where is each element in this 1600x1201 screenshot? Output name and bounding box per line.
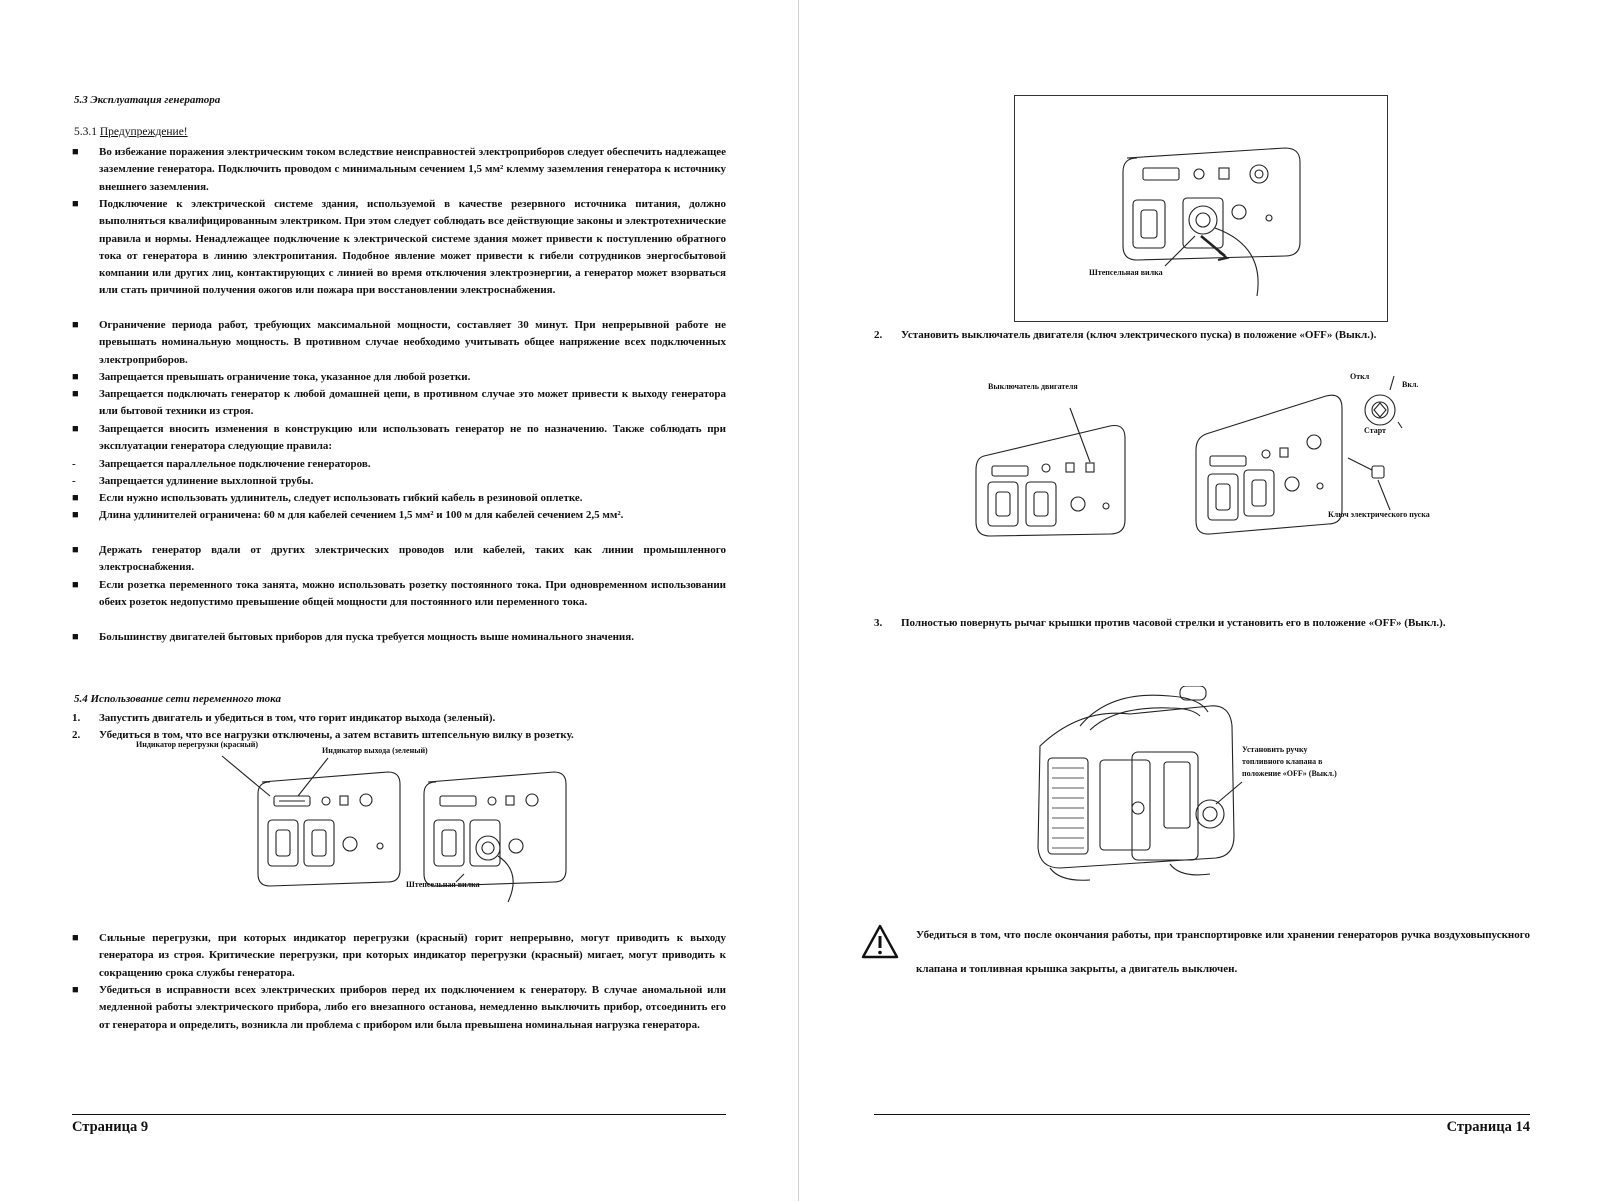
list-item-text: Большинству двигателей бытовых приборов для пуска требуется мощность выше номинального значения. [99, 631, 634, 643]
list-item [874, 327, 1530, 344]
page-right [800, 0, 1600, 1201]
label-on: Вкл. [1402, 380, 1419, 389]
page-number: Страница 14 [1446, 1119, 1530, 1135]
bullet-mark: ■ [72, 579, 79, 591]
subsection-title-5-3-1 [74, 126, 188, 138]
control-panel-illustration [130, 752, 600, 912]
section-title-5-3: 5.3 Эксплуатация генератора [74, 94, 221, 106]
list-item-text: Запрещается параллельное подключение генераторов. [99, 458, 371, 470]
list-item [72, 629, 726, 664]
list-item [72, 196, 726, 317]
figure-engine-switch [970, 370, 1500, 550]
step-number: 3. [874, 617, 883, 629]
list-item [874, 606, 1530, 658]
list-item [72, 386, 726, 421]
label-plug: Штепсельная вилка [1089, 268, 1163, 277]
bullet-mark: ■ [72, 198, 79, 210]
list-item [72, 982, 726, 1052]
list-item [72, 490, 726, 507]
label-overload-indicator: Индикатор перегрузки (красный) [136, 740, 259, 749]
warning-triangle-icon [860, 922, 900, 962]
page-left [0, 0, 799, 1201]
footer-rule [874, 1114, 1530, 1115]
plug-connection-illustration [1015, 96, 1387, 321]
list-item [72, 710, 726, 727]
step-number: 2. [72, 729, 81, 741]
bullet-mark: ■ [72, 146, 79, 158]
figure-plug-connection [1014, 95, 1388, 322]
step-number: 1. [72, 712, 81, 724]
label-engine-switch: Выключатель двигателя [988, 382, 1078, 391]
bullet-mark: ■ [72, 388, 79, 400]
list-item [72, 144, 726, 196]
subsection-warning-heading: Предупреждение! [99, 126, 188, 138]
step-3 [874, 606, 1530, 658]
warnings-list [72, 144, 726, 674]
bullet-mark: ■ [72, 492, 79, 504]
engine-switch-illustration [970, 370, 1500, 550]
bullet-mark: ■ [72, 423, 79, 435]
list-item-text: Запустить двигатель и убедиться в том, что горит индикатор выхода (зеленый). [99, 712, 496, 724]
list-item [72, 317, 726, 369]
warning-text: Убедиться в том, что после окончания работы, при транспортировке или хранении генераторов ручка воздуховыпускного клапана и топливная крышка закрыты, а двигатель выключен. [916, 929, 1530, 975]
list-item [72, 456, 726, 473]
list-item-text: Если нужно использовать удлинитель, следует использовать гибкий кабель в резиновой оплетке. [99, 492, 583, 504]
dash-mark: - [72, 475, 76, 487]
list-item-text: Убедиться в том, что все нагрузки отключены, а затем вставить штепсельную вилку в розетку. [99, 729, 574, 741]
label-off: Откл [1350, 372, 1370, 381]
list-item-text: Держать генератор вдали от других электрических проводов или кабелей, таких как линии промышленного электроснабжения. [99, 544, 726, 574]
bullet-mark: ■ [72, 631, 79, 643]
label-fuel-valve: Установить ручку топливного клапана в положение «OFF» (Выкл.) [1242, 745, 1337, 778]
list-item-text: Если розетка переменного тока занята, можно использовать розетку постоянного тока. При одновременном использовании обеих розеток недопустимо превышение общей мощности для постоянного или переменного тока. [99, 579, 726, 609]
bullet-mark: ■ [72, 509, 79, 521]
list-item-text: Ограничение периода работ, требующих максимальной мощности, составляет 30 минут. При непрерывной работе не превышать номинальную мощность. В противном случае необходимо учитывать общее напряжение всех подключенных электроприборов. [99, 319, 726, 366]
list-item-text: Запрещается подключать генератор к любой домашней цепи, в противном случае это может привести к выходу генератора или бытовой техники из строя. [99, 388, 726, 418]
bullet-mark: ■ [72, 932, 79, 944]
list-item-text: Сильные перегрузки, при которых индикатор перегрузки (красный) горит непрерывно, могут приводить к выходу генератора из строя. Критические перегрузки, при которых индикатор перегрузки (красный) мигает, могут приводить к сокращению срока службы генератора. [99, 932, 726, 979]
list-item [72, 473, 726, 490]
list-item-text: Длина удлинителей ограничена: 60 м для кабелей сечением 1,5 мм² и 100 м для кабелей сечением 2,5 мм². [99, 509, 624, 521]
list-item-text: Убедиться в исправности всех электрических приборов перед их подключением к генератору. В случае аномальной или медленной работы электрического прибора, либо его внезапного останова, немедленно выключить прибор, отсоединить его от генератора и определить, возникла ли проблема с прибором или была превышена номинальная нагрузка генератора. [99, 984, 726, 1031]
list-item [72, 421, 726, 456]
dash-mark: - [72, 458, 76, 470]
list-item-text: Во избежание поражения электрическим током вследствие неисправностей электроприборов следует обеспечить надлежащее заземление генератора. Подключить проводом с минимальным сечением 1,5 мм² клемму заземления генератора к источнику внешнего заземления. [99, 146, 726, 193]
list-item-text: Запрещается вносить изменения в конструкцию или использовать генератор не по назначению. Также соблюдать при эксплуатации генератора следующие правила: [99, 423, 726, 453]
bullet-mark: ■ [72, 371, 79, 383]
step-number: 2. [874, 329, 883, 341]
bullet-mark: ■ [72, 544, 79, 556]
generator-illustration [1020, 686, 1350, 906]
figure-control-panels [130, 740, 600, 912]
warnings-list-2 [72, 930, 726, 1054]
subsection-number: 5.3.1 [74, 126, 97, 138]
label-start: Старт [1364, 426, 1386, 435]
bullet-mark: ■ [72, 319, 79, 331]
list-item-text: Полностью повернуть рычаг крышки против часовой стрелки и установить его в положение «OFF» (Выкл.). [901, 617, 1446, 629]
footer-rule [72, 1114, 726, 1115]
label-output-indicator: Индикатор выхода (зеленый) [322, 746, 428, 755]
bullet-mark: ■ [72, 984, 79, 996]
list-item-text: Подключение к электрической системе здания, используемой в качестве резервного источника питания, должно выполняться квалифицированным электриком. При этом следует соблюдать все действующие законы и электротехнические правила и нормы. Ненадлежащее подключение к электрической системе здания может привести к поступлению обратного тока от генератора в линию электропитания. Подобное явление может привести к гибели сотрудников энергосбытовой компании или других лиц, контактирующих с линией во время отключения электроэнергии, а генератор может взорваться или стать причиной получения ожогов или пожара при восстановлении электроснабжения. [99, 198, 726, 297]
step-2 [874, 327, 1530, 345]
list-item [72, 930, 726, 982]
list-item-text: Запрещается удлинение выхлопной трубы. [99, 475, 314, 487]
list-item [72, 542, 726, 577]
list-item-text: Запрещается превышать ограничение тока, указанное для любой розетки. [99, 371, 471, 383]
section-title-5-4: 5.4 Использование сети переменного тока [74, 693, 281, 705]
list-item [72, 369, 726, 386]
label-start-key: Ключ электрического пуска [1328, 510, 1430, 519]
page-number: Страница 9 [72, 1119, 149, 1135]
figure-generator [1020, 686, 1350, 906]
label-plug: Штепсельная вилка [406, 880, 480, 889]
list-item-text: Установить выключатель двигателя (ключ электрического пуска) в положение «OFF» (Выкл.). [901, 329, 1377, 341]
list-item [72, 507, 726, 542]
list-item [72, 577, 726, 629]
